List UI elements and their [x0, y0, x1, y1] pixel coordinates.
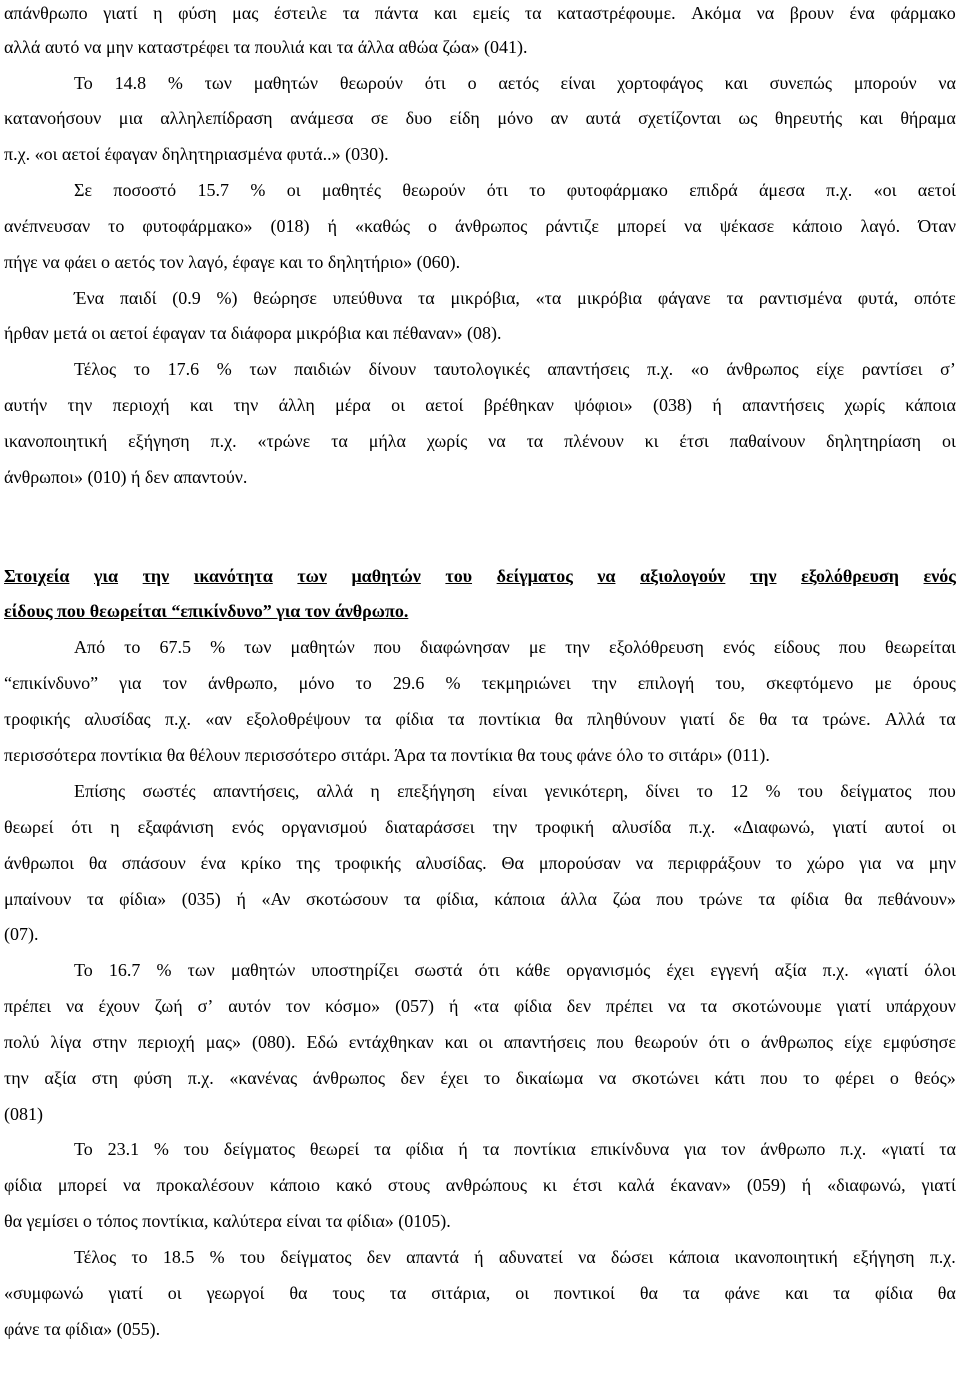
text-line: Στοιχεία για την ικανότητα των μαθητών του δείγματος να αξιολογούν την εξολόθρευση ενός [4, 566, 956, 586]
text-line: “επικίνδυνο” για τον άνθρωπο, μόνο το 29.6 % τεκμηριώνει την επιλογή του, σκεφτόμενο με όρους [4, 673, 956, 693]
text-line: Επίσης σωστές απαντήσεις, αλλά η επεξήγηση είναι γενικότερη, δίνει το 12 % του δείγματος που [74, 781, 956, 801]
text-line: μπαίνουν τα φίδια» (035) ή «Αν σκοτώσουν τα φίδια, κάποια άλλα ζώα που τρώνε τα φίδια θα πεθάνουν» [4, 889, 956, 909]
text-line: άνθρωποι» (010) ή δεν απαντούν. [4, 467, 248, 487]
text-line: πήγε να φάει ο αετός τον λαγό, έφαγε και το δηλητήριο» (060). [4, 252, 461, 272]
text-line: περισσότερα ποντίκια θα θέλουν περισσότερο σιτάρι. Άρα τα ποντίκια θα τους φάνε όλο το σιτάρι» (011). [4, 745, 770, 765]
text-line: κατανοήσουν μια αλληλεπίδραση ανάμεσα σε δυο είδη μόνο αν αυτά σχετίζονται ως θηρευτής και θήραμα [4, 108, 956, 128]
text-line: είδους που θεωρείται “επικίνδυνο” για τον άνθρωπο. [4, 601, 409, 621]
text-line: Το 14.8 % των μαθητών θεωρούν ότι ο αετός είναι χορτοφάγος και συνεπώς μπορούν να [74, 73, 956, 93]
text-line: Τέλος το 17.6 % των παιδιών δίνουν ταυτολογικές απαντήσεις π.χ. «ο άνθρωπος είχε ραντίσει σ’ [74, 359, 956, 379]
text-line: Από το 67.5 % των μαθητών που διαφώνησαν με την εξολόθρευση ενός είδους που θεωρείται [74, 637, 956, 657]
text-line: απάνθρωπο γιατί η φύση μας έστειλε τα πάντα και εμείς τα καταστρέφουμε. Ακόμα να βρουν ένα φάρμακο [4, 3, 956, 23]
text-line: φάνε τα φίδια» (055). [4, 1319, 161, 1339]
text-line: (07). [4, 924, 39, 944]
text-line: τροφικής αλυσίδας π.χ. «αν εξολοθρέψουν τα φίδια τα ποντίκια θα πληθύνουν γιατί δε θα τα τρώνε. Αλλά τα [4, 709, 956, 729]
text-line: «συμφωνώ γιατί οι γεωργοί θα τους τα σιτάρια, οι ποντικοί θα τα φάνε και τα φίδια θα [4, 1283, 956, 1303]
text-line: (081) [4, 1104, 43, 1124]
text-line: θα γεμίσει ο τόπος ποντίκια, καλύτερα είναι τα φίδια» (0105). [4, 1211, 451, 1231]
text-line: θεωρεί ότι η εξαφάνιση ενός οργανισμού διαταράσσει την τροφική αλυσίδα π.χ. «Διαφωνώ, γιατί αυτοί οι [4, 817, 956, 837]
text-line: αυτήν την περιοχή και την άλλη μέρα οι αετοί βρέθηκαν ψόφιοι» (038) ή απαντήσεις χωρίς κάποια [4, 395, 956, 415]
text-line: άνθρωποι θα σπάσουν ένα κρίκο της τροφικής αλυσίδας. Θα μπορούσαν να περιφράξουν το χώρο για να μην [4, 853, 956, 873]
text-line: ήρθαν μετά οι αετοί έφαγαν τα διάφορα μικρόβια και πέθαναν» (08). [4, 323, 502, 343]
text-line: Σε ποσοστό 15.7 % οι μαθητές θεωρούν ότι το φυτοφάρμακο επιδρά άμεσα π.χ. «οι αετοί [74, 180, 956, 200]
text-line: π.χ. «οι αετοί έφαγαν δηλητηριασμένα φυτά..» (030). [4, 144, 389, 164]
text-line: Το 23.1 % του δείγματος θεωρεί τα φίδια ή τα ποντίκια επικίνδυνα για τον άνθρωπο π.χ. «γιατί τα [74, 1139, 956, 1159]
text-line: την αξία στη φύση π.χ. «κανένας άνθρωπος δεν έχει το δικαίωμα να σκοτώνει κάτι που το φέρει ο θεός» [4, 1068, 956, 1088]
text-line: αλλά αυτό να μην καταστρέφει τα πουλιά και τα άλλα αθώα ζώα» (041). [4, 37, 528, 57]
text-line: Τέλος το 18.5 % του δείγματος δεν απαντά ή αδυνατεί να δώσει κάποια ικανοποιητική εξήγηση π.χ. [74, 1247, 956, 1267]
text-line: ανέπνευσαν το φυτοφάρμακο» (018) ή «καθώς ο άνθρωπος ράντιζε μπορεί να ψέκασε κάποιο λαγό. Όταν [4, 216, 956, 236]
text-line: Ένα παιδί (0.9 %) θεώρησε υπεύθυνα τα μικρόβια, «τα μικρόβια φάγανε τα ραντισμένα φυτά, οπότε [74, 288, 956, 308]
text-line: πολύ λίγα στην περιοχή μας» (080). Εδώ εντάχθηκαν και οι απαντήσεις που θεωρούν ότι ο άνθρωπος είχε εμφύσησε [4, 1032, 956, 1052]
text-line: πρέπει να έχουν ζωή σ’ αυτόν τον κόσμο» (057) ή «τα φίδια δεν πρέπει να τα σκοτώνουμε γιατί υπάρχουν [4, 996, 956, 1016]
text-line: Το 16.7 % των μαθητών υποστηρίζει σωστά ότι κάθε οργανισμός έχει εγγενή αξία π.χ. «γιατί όλοι [74, 960, 956, 980]
text-line: ικανοποιητική εξήγηση π.χ. «τρώνε τα μήλα χωρίς να τα πλένουν κι έτσι παθαίνουν δηλητηρίαση οι [4, 431, 956, 451]
text-line: φίδια μπορεί να προκαλέσουν κάποιο κακό στους ανθρώπους κι έτσι καλά έκαναν» (059) ή «διαφωνώ, γιατί [4, 1175, 956, 1195]
